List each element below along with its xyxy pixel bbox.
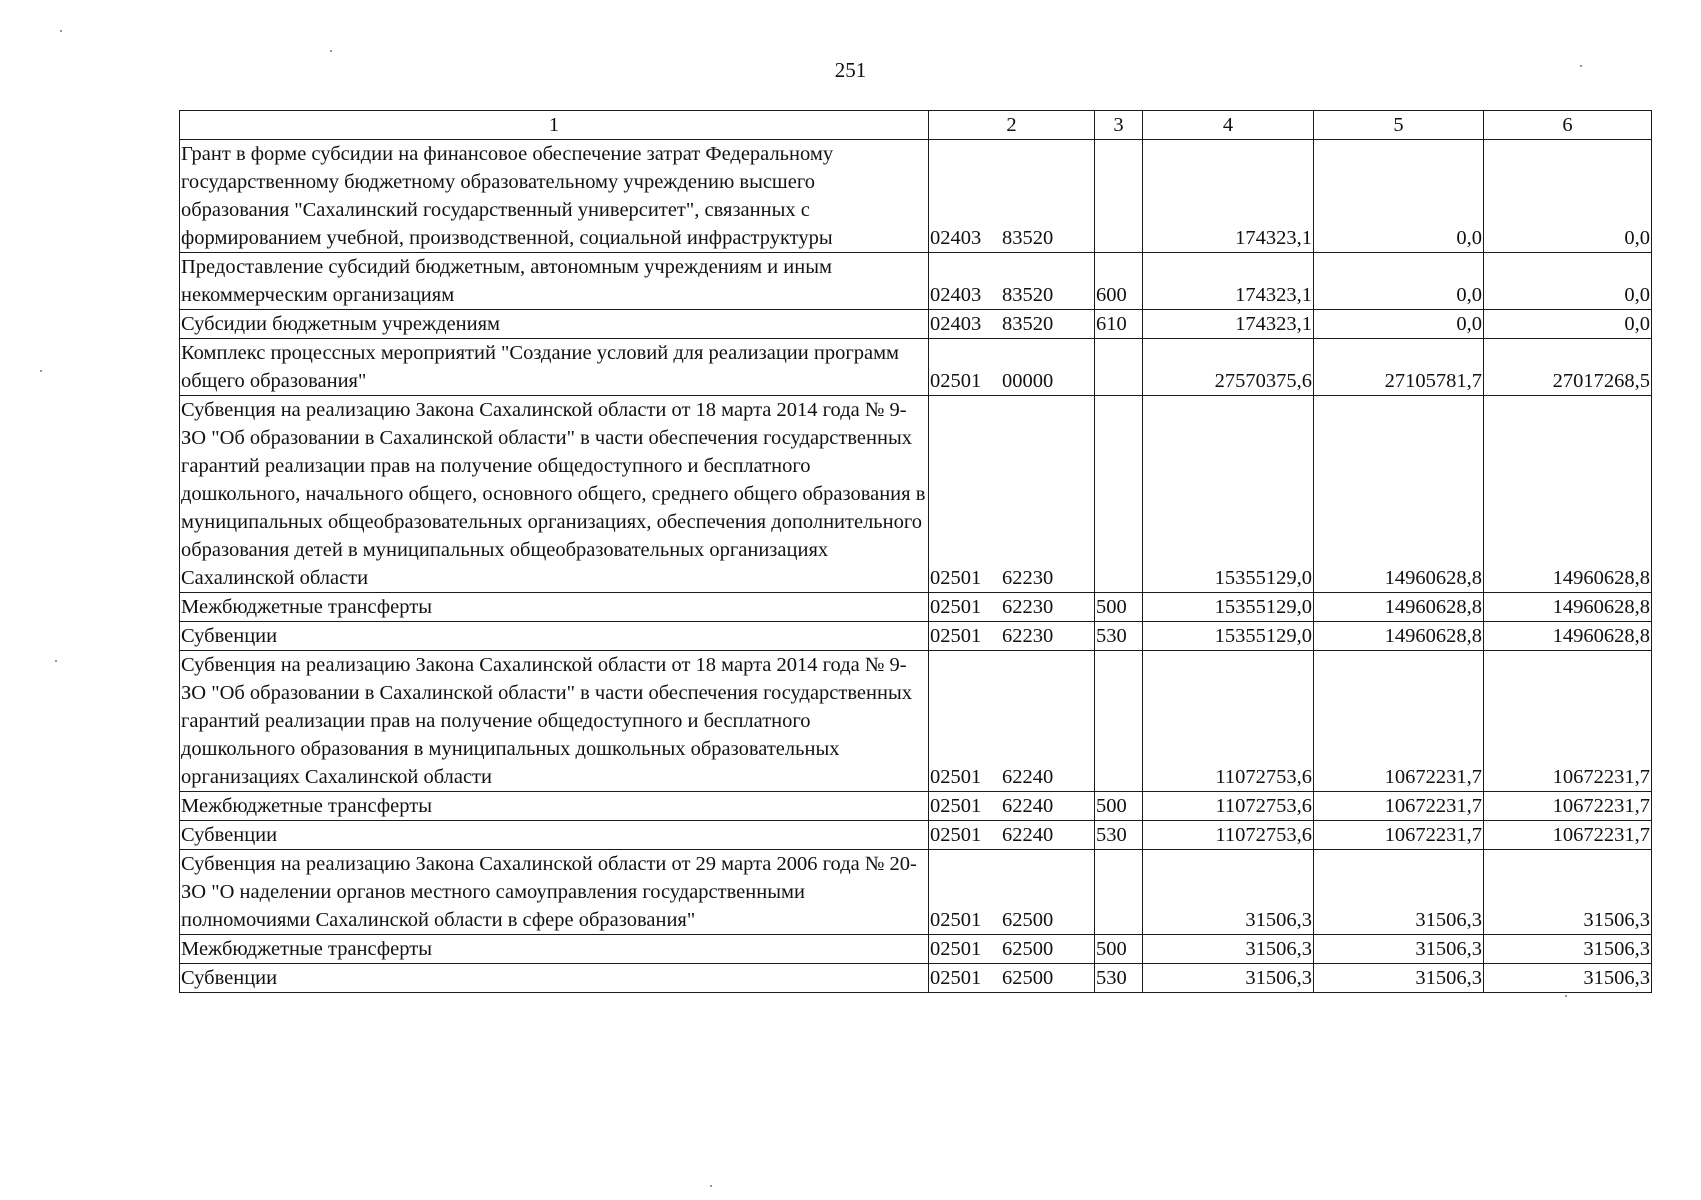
scan-speck — [1565, 995, 1567, 997]
row-code — [929, 396, 1095, 593]
row-expense-type: 530 — [1095, 964, 1143, 993]
row-value-col6: 14960628,8 — [1484, 593, 1652, 622]
column-header: 4 — [1143, 111, 1314, 140]
row-code — [929, 622, 1095, 651]
row-expense-type: 610 — [1095, 310, 1143, 339]
code-direction: 62230 — [1002, 625, 1054, 647]
column-header: 3 — [1095, 111, 1143, 140]
table-row — [180, 821, 1652, 850]
code-direction: 83520 — [1002, 227, 1054, 249]
code-direction: 62240 — [1002, 795, 1054, 817]
code-direction: 62240 — [1002, 824, 1054, 846]
code-direction: 00000 — [1002, 370, 1054, 392]
row-name: Межбюджетные трансферты — [180, 935, 929, 964]
code-direction: 62500 — [1002, 938, 1054, 960]
code-program: 02501 — [930, 766, 982, 788]
row-name: Предоставление субсидий бюджетным, автономным учреждениям и иным некоммерческим организациям — [180, 253, 929, 310]
row-value-col4: 11072753,6 — [1143, 792, 1314, 821]
row-code — [929, 935, 1095, 964]
row-name: Субвенция на реализацию Закона Сахалинской области от 18 марта 2014 года № 9-ЗО "Об образовании в Сахалинской области" в части обеспечения государственных гарантий реализации прав на получение общедоступного и бесплатного дошкольного, начального общего, основного общего, среднего общего образования в муниципальных общеобразовательных организациях, обеспечения дополнительного образования детей в муниципальных общеобразовательных организациях Сахалинской области — [180, 396, 929, 593]
row-value-col5: 10672231,7 — [1314, 821, 1484, 850]
code-direction: 62230 — [1002, 596, 1054, 618]
row-value-col4: 174323,1 — [1143, 310, 1314, 339]
table-row — [180, 850, 1652, 935]
row-code — [929, 850, 1095, 935]
row-value-col4: 31506,3 — [1143, 964, 1314, 993]
table-row — [180, 622, 1652, 651]
table-row — [180, 792, 1652, 821]
code-program: 02501 — [930, 625, 982, 647]
header-row — [180, 111, 1652, 140]
row-value-col6: 31506,3 — [1484, 935, 1652, 964]
row-value-col6: 0,0 — [1484, 140, 1652, 253]
row-name: Субсидии бюджетным учреждениям — [180, 310, 929, 339]
code-direction: 83520 — [1002, 313, 1054, 335]
row-value-col4: 174323,1 — [1143, 253, 1314, 310]
table-row — [180, 339, 1652, 396]
row-value-col6: 10672231,7 — [1484, 821, 1652, 850]
budget-table — [179, 110, 1652, 993]
row-name: Комплекс процессных мероприятий "Создание условий для реализации программ общего образования" — [180, 339, 929, 396]
code-direction: 62500 — [1002, 909, 1054, 931]
row-value-col5: 31506,3 — [1314, 964, 1484, 993]
scan-speck — [55, 660, 57, 662]
row-value-col6: 0,0 — [1484, 310, 1652, 339]
row-value-col5: 0,0 — [1314, 140, 1484, 253]
row-expense-type: 500 — [1095, 935, 1143, 964]
row-value-col5: 10672231,7 — [1314, 792, 1484, 821]
row-expense-type: 530 — [1095, 821, 1143, 850]
row-value-col6: 14960628,8 — [1484, 396, 1652, 593]
scan-speck — [60, 30, 62, 32]
table-body — [180, 140, 1652, 993]
row-code — [929, 964, 1095, 993]
row-name: Межбюджетные трансферты — [180, 593, 929, 622]
column-header: 2 — [929, 111, 1095, 140]
row-value-col4: 15355129,0 — [1143, 622, 1314, 651]
table-row — [180, 140, 1652, 253]
row-value-col5: 27105781,7 — [1314, 339, 1484, 396]
row-value-col6: 31506,3 — [1484, 964, 1652, 993]
row-value-col6: 31506,3 — [1484, 850, 1652, 935]
code-program: 02501 — [930, 938, 982, 960]
row-value-col5: 14960628,8 — [1314, 593, 1484, 622]
row-value-col6: 10672231,7 — [1484, 792, 1652, 821]
row-code — [929, 253, 1095, 310]
column-header: 5 — [1314, 111, 1484, 140]
row-code — [929, 339, 1095, 396]
row-value-col6: 27017268,5 — [1484, 339, 1652, 396]
row-value-col6: 14960628,8 — [1484, 622, 1652, 651]
code-direction: 83520 — [1002, 284, 1054, 306]
scan-speck — [1580, 65, 1582, 67]
row-value-col5: 0,0 — [1314, 253, 1484, 310]
row-name: Субвенция на реализацию Закона Сахалинской области от 18 марта 2014 года № 9-ЗО "Об образовании в Сахалинской области" в части обеспечения государственных гарантий реализации прав на получение общедоступного и бесплатного дошкольного образования в муниципальных дошкольных образовательных организациях Сахалинской области — [180, 651, 929, 792]
row-value-col4: 11072753,6 — [1143, 651, 1314, 792]
scan-speck — [330, 50, 332, 52]
code-program: 02501 — [930, 596, 982, 618]
code-direction: 62230 — [1002, 567, 1054, 589]
table-row — [180, 964, 1652, 993]
row-code — [929, 593, 1095, 622]
row-expense-type — [1095, 651, 1143, 792]
row-code — [929, 792, 1095, 821]
row-value-col4: 27570375,6 — [1143, 339, 1314, 396]
row-expense-type: 530 — [1095, 622, 1143, 651]
table-row — [180, 935, 1652, 964]
row-expense-type: 500 — [1095, 792, 1143, 821]
row-value-col5: 31506,3 — [1314, 935, 1484, 964]
row-name: Субвенция на реализацию Закона Сахалинской области от 29 марта 2006 года № 20-ЗО "О наделении органов местного самоуправления государственными полномочиями Сахалинской области в сфере образования" — [180, 850, 929, 935]
row-value-col5: 0,0 — [1314, 310, 1484, 339]
table-row — [180, 396, 1652, 593]
page-number: 251 — [834, 58, 867, 82]
code-program: 02501 — [930, 370, 982, 392]
column-header: 6 — [1484, 111, 1652, 140]
code-program: 02403 — [930, 284, 982, 306]
code-program: 02501 — [930, 967, 982, 989]
row-name: Субвенции — [180, 964, 929, 993]
table-row — [180, 310, 1652, 339]
row-code — [929, 140, 1095, 253]
table-row — [180, 253, 1652, 310]
row-value-col4: 31506,3 — [1143, 935, 1314, 964]
row-value-col5: 31506,3 — [1314, 850, 1484, 935]
code-program: 02501 — [930, 909, 982, 931]
row-expense-type — [1095, 140, 1143, 253]
row-expense-type — [1095, 339, 1143, 396]
row-value-col4: 174323,1 — [1143, 140, 1314, 253]
row-code — [929, 651, 1095, 792]
column-header: 1 — [180, 111, 929, 140]
row-value-col6: 10672231,7 — [1484, 651, 1652, 792]
row-value-col6: 0,0 — [1484, 253, 1652, 310]
row-expense-type: 500 — [1095, 593, 1143, 622]
row-value-col4: 15355129,0 — [1143, 396, 1314, 593]
row-value-col5: 14960628,8 — [1314, 622, 1484, 651]
code-direction: 62500 — [1002, 967, 1054, 989]
row-name: Субвенции — [180, 821, 929, 850]
code-program: 02501 — [930, 567, 982, 589]
code-program: 02501 — [930, 795, 982, 817]
row-expense-type: 600 — [1095, 253, 1143, 310]
row-code — [929, 310, 1095, 339]
row-name: Межбюджетные трансферты — [180, 792, 929, 821]
table-row — [180, 593, 1652, 622]
row-value-col5: 14960628,8 — [1314, 396, 1484, 593]
code-program: 02403 — [930, 313, 982, 335]
row-expense-type — [1095, 850, 1143, 935]
row-name: Субвенции — [180, 622, 929, 651]
code-direction: 62240 — [1002, 766, 1054, 788]
row-name: Грант в форме субсидии на финансовое обеспечение затрат Федеральному государственному бюджетному образовательному учреждению высшего образования "Сахалинский государственный университет", связанных с формированием учебной, производственной, социальной инфраструктуры — [180, 140, 929, 253]
table-row — [180, 651, 1652, 792]
code-program: 02501 — [930, 824, 982, 846]
row-value-col4: 11072753,6 — [1143, 821, 1314, 850]
code-program: 02403 — [930, 227, 982, 249]
row-value-col5: 10672231,7 — [1314, 651, 1484, 792]
row-value-col4: 15355129,0 — [1143, 593, 1314, 622]
scan-speck — [40, 370, 42, 372]
scan-speck — [710, 1185, 712, 1187]
row-value-col4: 31506,3 — [1143, 850, 1314, 935]
row-code — [929, 821, 1095, 850]
row-expense-type — [1095, 396, 1143, 593]
